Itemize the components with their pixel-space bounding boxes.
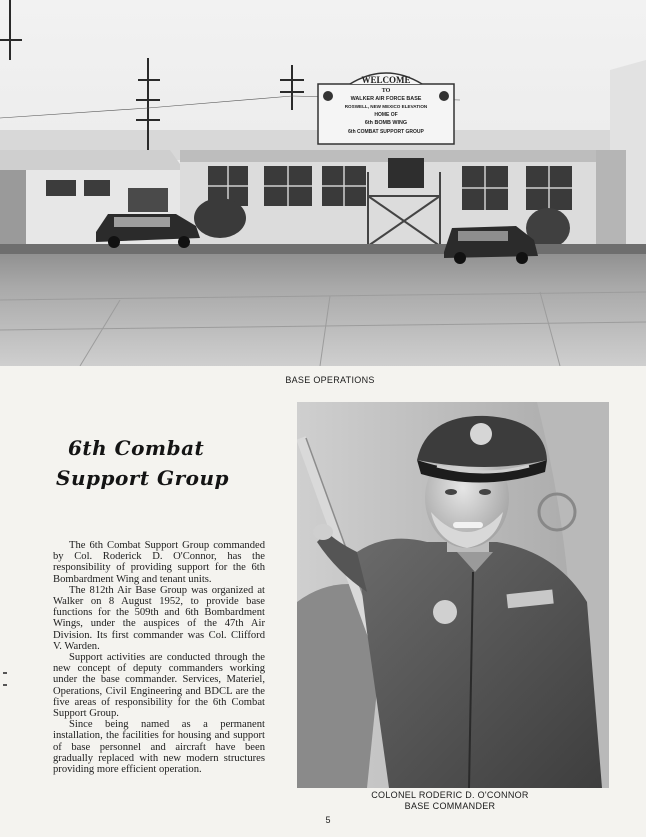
sign-line-base-name: WALKER AIR FORCE BASE (350, 96, 422, 102)
sign-line-location: ROSWELL, NEW MEXICO ELEVATION (344, 104, 428, 109)
section-heading-line-1: 6th Combat (68, 436, 205, 460)
body-paragraph: Since being named as a permanent installation, the facilities for housing and support of base personnel and aircraft have been gradually replaced with new modern structures providing more efficient operation. (53, 719, 265, 776)
body-paragraph: The 6th Combat Support Group commanded by Col. Roderick D. O'Connor, has the responsibility of providing support for the 6th Bombardment Wing and tenant units. (53, 540, 265, 585)
sign-line-welcome: WELCOME (361, 75, 411, 85)
page-number: 5 (325, 815, 331, 825)
margin-mark (3, 672, 7, 674)
body-text (53, 540, 265, 775)
base-operations-photo (0, 0, 646, 366)
body-paragraph: The 812th Air Base Group was organized at Walker on 8 August 1952, to provide base functions for the 509th and 6th Bombardment Wings, under the auspices of the 47th Air Division. Its first commander was Col. Clifford V. Warden. (53, 584, 265, 652)
margin-mark (3, 684, 7, 686)
sign-line-support-group: 6th COMBAT SUPPORT GROUP (348, 129, 424, 135)
portrait-caption-title: BASE COMMANDER (404, 801, 496, 811)
section-heading-line-2: Support Group (56, 466, 230, 490)
sign-line-home-of: HOME OF (374, 112, 398, 118)
base-operations-caption: BASE OPERATIONS (285, 375, 375, 385)
portrait-caption-name: COLONEL RODERIC D. O'CONNOR (371, 790, 529, 800)
sign-line-to: TO (381, 88, 391, 94)
commander-portrait-photo (297, 402, 609, 788)
portrait-caption (330, 790, 570, 812)
sign-line-bomb-wing: 6th BOMB WING (364, 120, 408, 126)
body-paragraph: Support activities are conducted through the new concept of deputy commanders working under the base commander. Services, Materiel, Operations, Civil Engineering and BDCL are the five areas of responsibility for the 6th Combat Support Group. (53, 652, 265, 720)
